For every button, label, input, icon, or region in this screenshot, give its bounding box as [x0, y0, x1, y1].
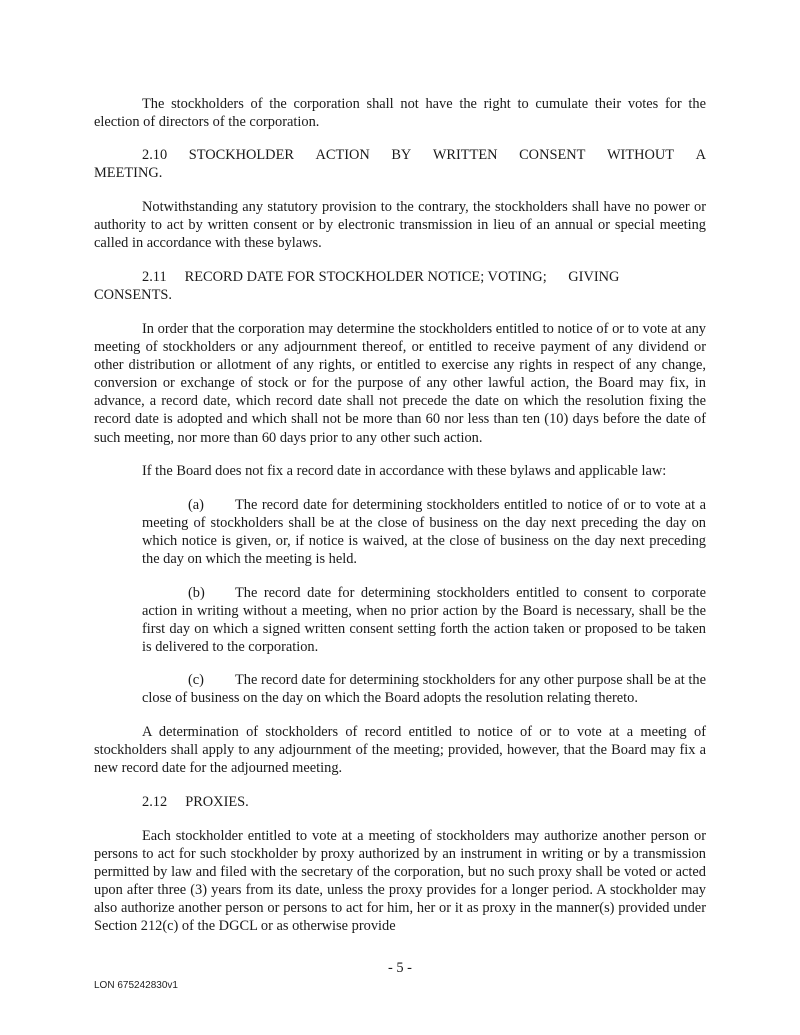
heading-word: CONSENT	[519, 147, 586, 163]
section-number: 2.11	[142, 269, 167, 285]
section-heading-2-12	[142, 793, 754, 811]
section-heading-2-11	[94, 268, 706, 304]
clause-b	[142, 584, 706, 656]
clause-c	[142, 671, 706, 707]
paragraph-record-date-intro: In order that the corporation may determine the stockholders entitled to notice of or to vote at any meeting of stockholders or any adjournment thereof, or entitled to receive payment of any dividend or other distribution or allotment of any rights, or entitled to exercise any rights in respect of any change, conversion or exchange of stock or for the purpose of any other lawful action, the Board may fix, in advance, a record date, which record date shall not precede the date on which the resolution fixing the record date is adopted and which shall not be more than 60 nor less than ten (10) days before the date of such meeting, nor more than 60 days prior to any other such action.	[94, 321, 706, 446]
heading-word: WRITTEN	[432, 147, 498, 163]
clause-text: The record date for determining stockholders entitled to notice of or to vote at a meeting of stockholders shall be at the close of business on the day next preceding the day on which notice is given, or, if notice is waived, at the close of business on the day next preceding the day on which the meeting is held.	[142, 497, 706, 568]
paragraph-no-written-consent: Notwithstanding any statutory provision to the contrary, the stockholders shall have no power or authority to act by written consent or by electronic transmission in lieu of an annual or special meeting called in accordance with these bylaws.	[94, 199, 706, 252]
paragraph-if-board-does-not-fix: If the Board does not fix a record date in accordance with these bylaws and applicable law:	[142, 463, 667, 479]
document-id: LON 675242830v1	[94, 980, 178, 991]
heading-continuation: CONSENTS.	[94, 287, 172, 304]
heading-text: PROXIES.	[185, 794, 249, 810]
clause-text: The record date for determining stockholders entitled to consent to corporate action in writing without a meeting, when no prior action by the Board is necessary, shall be the first day on which a signed written consent setting forth the action taken or proposed to be taken is delivered to the corporation.	[142, 585, 706, 656]
heading-word: A	[695, 147, 706, 163]
section-number: 2.10	[142, 147, 168, 163]
clause-label: (b)	[188, 585, 205, 601]
section-number: 2.12	[142, 794, 168, 810]
heading-word: BY	[391, 147, 412, 163]
clause-label: (c)	[188, 672, 204, 688]
heading-word: ACTION	[315, 147, 370, 163]
page-number: - 5 -	[388, 960, 412, 976]
paragraph-proxies: Each stockholder entitled to vote at a meeting of stockholders may authorize another person or persons to act for such stockholder by proxy authorized by an instrument in writing or by a transmission permitted by law and filed with the secretary of the corporation, but no such proxy shall be voted or acted upon after three (3) years from its date, unless the proxy provides for a longer period. A stockholder may also authorize another person or persons to act for him, her or it as proxy in the manner(s) provided under Section 212(c) of the DGCL or as otherwise provide	[94, 828, 706, 935]
section-heading-2-10	[94, 146, 706, 182]
paragraph-adjournment: A determination of stockholders of record entitled to notice of or to vote at a meeting of stockholders shall apply to any adjournment of the meeting; provided, however, that the Board may fix a new record date for the adjourned meeting.	[94, 724, 706, 777]
heading-word: WITHOUT	[606, 147, 675, 163]
heading-continuation: MEETING.	[94, 165, 163, 182]
clause-text: The record date for determining stockholders for any other purpose shall be at the close of business on the day on which the Board adopts the resolution relating thereto.	[142, 672, 706, 707]
clause-a	[142, 496, 706, 568]
clause-label: (a)	[188, 497, 204, 513]
heading-text: RECORD DATE FOR STOCKHOLDER NOTICE; VOTING; GIVING	[184, 269, 620, 285]
paragraph-cumulative-votes: The stockholders of the corporation shall not have the right to cumulate their votes for the election of directors of the corporation.	[94, 96, 706, 131]
heading-word: STOCKHOLDER	[188, 147, 294, 163]
